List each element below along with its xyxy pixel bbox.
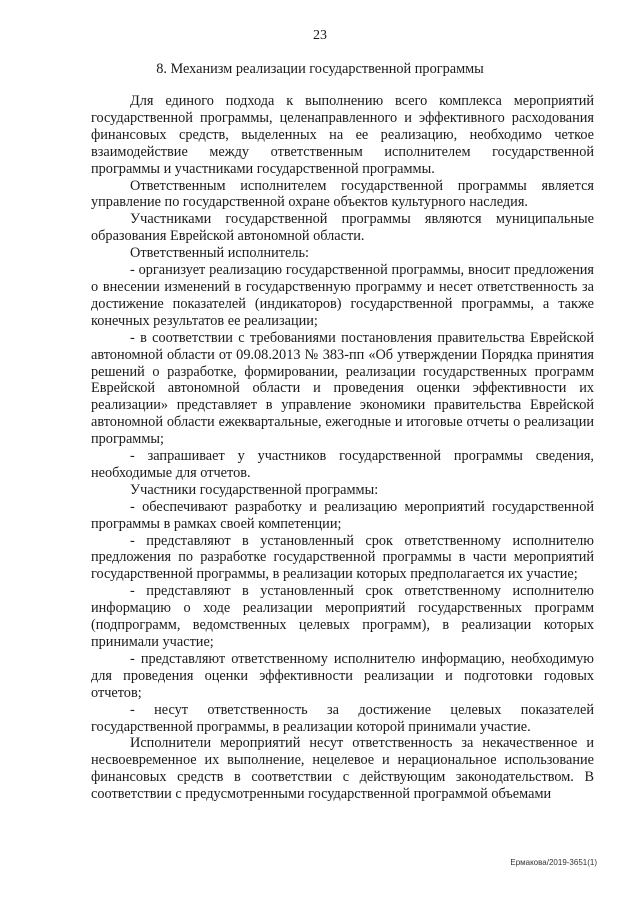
list-item: - представляют в установленный срок ответственному исполнителю информацию о ходе реализации мероприятий государственных программ (подпрограмм, ведомственных целевых программ), в реализации которых принимали участие;: [91, 583, 594, 650]
paragraph-participants-heading: Участники государственной программы:: [130, 481, 379, 498]
list-item: - запрашивает у участников государственной программы сведения, необходимые для отчетов.: [91, 448, 594, 481]
footer-document-code: Ермакова/2019-3651(1): [510, 858, 597, 867]
paragraph-liability: Исполнители мероприятий несут ответственность за некачественное и несвоевременное их выполнение, нецелевое и нерациональное использование финансовых средств в соответствии с действующим законодательством. В соответствии с предусмотренными государственной программой объемами: [91, 735, 594, 803]
list-item: - организует реализацию государственной программы, вносит предложения о внесении изменений в государственную программу и несет ответственность за достижение показателей (индикаторов) государственной программы, а также конечных результатов ее реализации;: [91, 262, 594, 329]
paragraph-intro: Для единого подхода к выполнению всего комплекса мероприятий государственной программы, целенаправленного и эффективного расходования финансовых средств, выделенных на ее реализацию, необходимо четкое взаимодействие между ответственным исполнителем государственной программы и участниками государственной программы.: [91, 93, 594, 177]
list-item: - обеспечивают разработку и реализацию мероприятий государственной программы в рамках своей компетенции;: [91, 498, 594, 532]
body-text: [91, 93, 594, 803]
paragraph-executor-heading: Ответственный исполнитель:: [130, 245, 310, 262]
section-title: 8. Механизм реализации государственной программы: [156, 61, 484, 77]
paragraph-responsible-executor: Ответственным исполнителем государственной программы является управление по государственной охране объектов культурного наследия.: [91, 177, 594, 211]
paragraph-participants: Участниками государственной программы являются муниципальные образования Еврейской автономной области.: [91, 211, 594, 245]
list-item: - представляют ответственному исполнителю информацию, необходимую для проведения оценки эффективности реализации и подготовки годовых отчетов;: [91, 650, 594, 701]
list-item: - несут ответственность за достижение целевых показателей государственной программы, в реализации которой принимали участие.: [91, 701, 594, 735]
list-item: - представляют в установленный срок ответственному исполнителю предложения по разработке государственной программы в части мероприятий государственной программы, в реализации которых предполагается их участие;: [91, 532, 594, 583]
page-number: 23: [313, 28, 327, 43]
list-item: - в соответствии с требованиями постановления правительства Еврейской автономной области от 09.08.2013 № 383-пп «Об утверждении Порядка принятия решений о разработке, формировании, реализации государственных программ Еврейской автономной области и проведения оценки эффективности их реализации» представляет в управление экономики правительства Еврейской автономной области ежеквартальные, ежегодные и итоговые отчеты о реализации программы;: [91, 329, 594, 448]
